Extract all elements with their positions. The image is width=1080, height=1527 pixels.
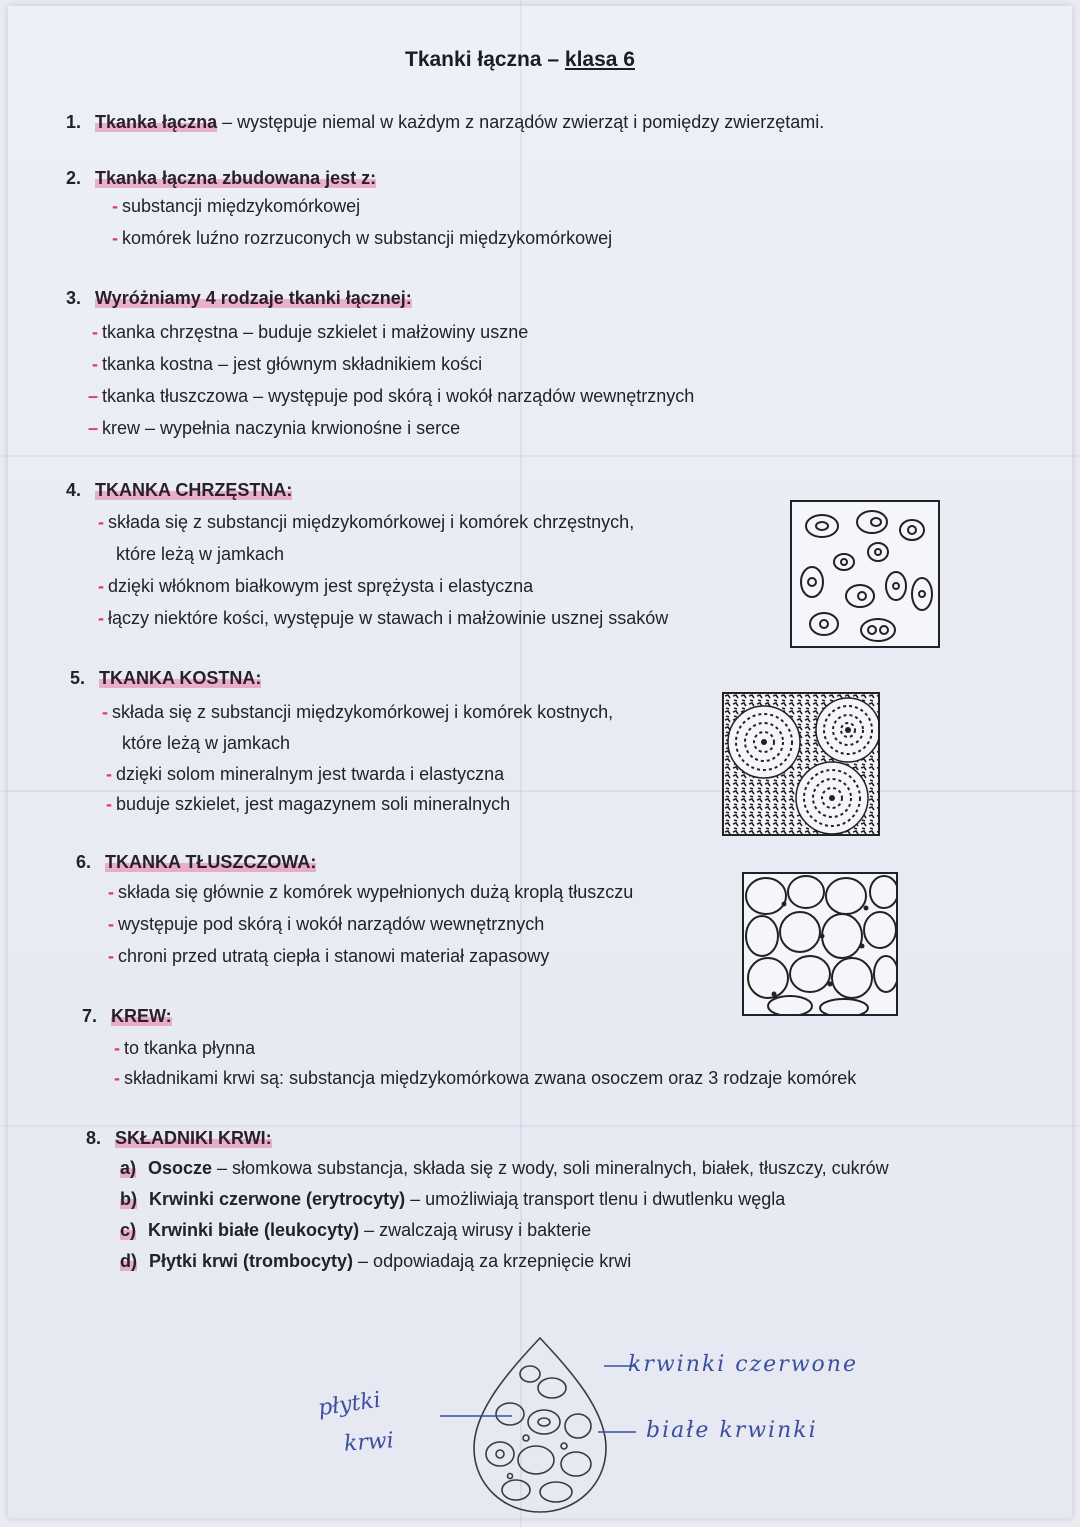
list-item: - łączy niektóre kości, występuje w stawach i małżowinie usznej ssaków xyxy=(98,608,669,628)
fold-line xyxy=(0,1125,1080,1127)
list-item: – krew – wypełnia naczynia krwionośne i serce xyxy=(88,418,461,438)
list-item: które leżą w jamkach xyxy=(122,733,291,753)
fold-line xyxy=(0,790,1080,792)
list-item: d) Płytki krwi (trombocyty) – odpowiadają za krzepnięcie krwi xyxy=(120,1251,632,1271)
list-item: - składa się głównie z komórek wypełnionych dużą kroplą tłuszczu xyxy=(108,882,634,902)
list-item: - chroni przed utratą ciepła i stanowi materiał zapasowy xyxy=(108,946,550,966)
list-item: które leżą w jamkach xyxy=(116,544,285,564)
fold-line xyxy=(0,455,1080,457)
section-8-heading: 8. SKŁADNIKI KRWI: xyxy=(86,1128,272,1148)
list-item: – tkanka tłuszczowa – występuje pod skórą i wokół narządów wewnętrznych xyxy=(88,386,695,406)
list-item: - tkanka kostna – jest głównym składnikiem kości xyxy=(92,354,483,374)
bone-figure xyxy=(722,692,880,836)
cartilage-figure xyxy=(790,500,940,648)
handwritten-label: krwi xyxy=(343,1428,395,1457)
list-item: - składa się z substancji międzykomórkowej i komórek kostnych, xyxy=(102,702,614,722)
handwritten-label: płytki xyxy=(316,1387,383,1422)
section-4-heading: 4. TKANKA CHRZĘSTNA: xyxy=(66,480,293,500)
list-item: - dzięki włóknom białkowym jest sprężysta i elastyczna xyxy=(98,576,534,596)
list-item: - występuje pod skórą i wokół narządów wewnętrznych xyxy=(108,914,545,934)
list-item: - dzięki solom mineralnym jest twarda i elastyczna xyxy=(106,764,505,784)
section-6-heading: 6. TKANKA TŁUSZCZOWA: xyxy=(76,852,317,872)
list-item: - składnikami krwi są: substancja międzykomórkowa zwana osoczem oraz 3 rodzaje komórek xyxy=(114,1068,857,1088)
handwritten-label: krwinki czerwone xyxy=(628,1352,858,1377)
list-item: c) Krwinki białe (leukocyty) – zwalczają wirusy i bakterie xyxy=(120,1220,592,1240)
list-item: - komórek luźno rozrzuconych w substancji międzykomórkowej xyxy=(112,228,613,248)
page-title: Tkanki łączna – klasa 6 xyxy=(405,48,635,71)
list-item: b) Krwinki czerwone (erytrocyty) – umożliwiają transport tlenu i dwutlenku węgla xyxy=(120,1189,786,1209)
list-item: - substancji międzykomórkowej xyxy=(112,196,361,216)
section-3-heading: 3. Wyróżniamy 4 rodzaje tkanki łącznej: xyxy=(66,288,412,308)
list-item: a) Osocze – słomkowa substancja, składa się z wody, soli mineralnych, białek, tłuszczy, cukrów xyxy=(120,1158,889,1178)
list-item: - tkanka chrzęstna – buduje szkielet i małżowiny uszne xyxy=(92,322,529,342)
section-1: 1. Tkanka łączna – występuje niemal w każdym z narządów zwierząt i pomiędzy zwierzętami. xyxy=(66,112,825,132)
section-7-heading: 7. KREW: xyxy=(82,1006,172,1026)
fat-tissue-figure xyxy=(742,872,898,1016)
section-2-heading: 2. Tkanka łączna zbudowana jest z: xyxy=(66,168,377,188)
handwritten-label: białe krwinki xyxy=(646,1418,818,1443)
list-item: - buduje szkielet, jest magazynem soli mineralnych xyxy=(106,794,511,814)
list-item: - to tkanka płynna xyxy=(114,1038,256,1058)
section-5-heading: 5. TKANKA KOSTNA: xyxy=(70,668,262,688)
blood-drop-figure xyxy=(440,1330,640,1520)
list-item: - składa się z substancji międzykomórkowej i komórek chrzęstnych, xyxy=(98,512,635,532)
